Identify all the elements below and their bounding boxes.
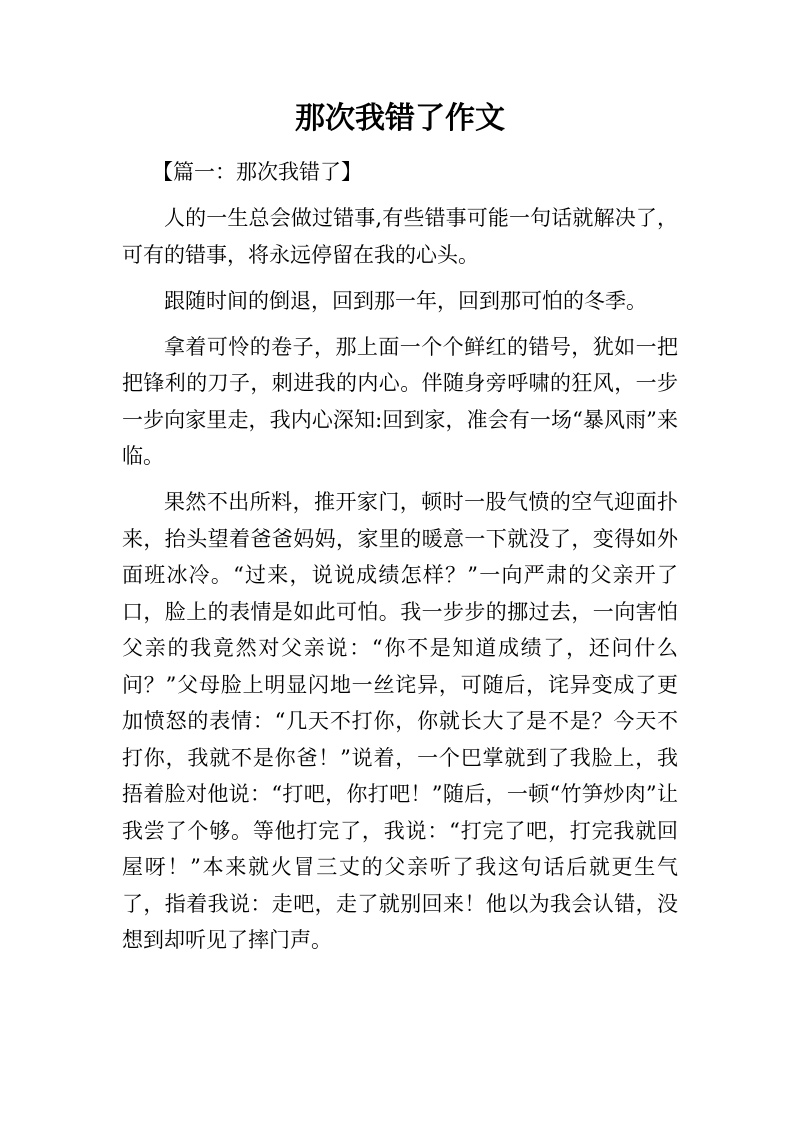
document-body xyxy=(122,154,678,968)
paragraph-3: 拿着可怜的卷子，那上面一个个鲜红的错号，犹如一把把锋利的刀子，刺进我的内心。伴随身旁呼啸的狂风，一步一步向家里走，我内心深知:回到家，准会有一场“暴风雨”来临。 xyxy=(122,334,678,468)
document-title: 那次我错了作文 xyxy=(295,101,505,136)
paragraph-1: 人的一生总会做过错事,有些错事可能一句话就解决了，可有的错事，将永远停留在我的心头。 xyxy=(122,206,678,267)
paragraph-2: 跟随时间的倒退，回到那一年，回到那可怕的冬季。 xyxy=(164,288,647,313)
paragraph-4: 果然不出所料，推开家门，顿时一股气愤的空气迎面扑来，抬头望着爸爸妈妈，家里的暖意一下就没了，变得如外面班冰冷。“过来，说说成绩怎样？”一向严肃的父亲开了口，脸上的表情是如此可怕。我一步步的挪过去，一向害怕父亲的我竟然对父亲说：“你不是知道成绩了，还问什么问？”父母脸上明显闪地一丝诧异，可随后，诧异变成了更加愤怒的表情：“几天不打你，你就长大了是不是？今天不打你，我就不是你爸！”说着，一个巴掌就到了我脸上，我捂着脸对他说：“打吧，你打吧！”随后，一顿“竹笋炒肉”让我尝了个够。等他打完了，我说：“打完了吧，打完我就回屋呀！”本来就火冒三丈的父亲听了我这句话后就更生气了，指着我说：走吧，走了就别回来！他以为我会认错，没想到却听见了摔门声。 xyxy=(122,490,678,952)
section-heading: 【篇一：那次我错了】 xyxy=(152,160,362,184)
